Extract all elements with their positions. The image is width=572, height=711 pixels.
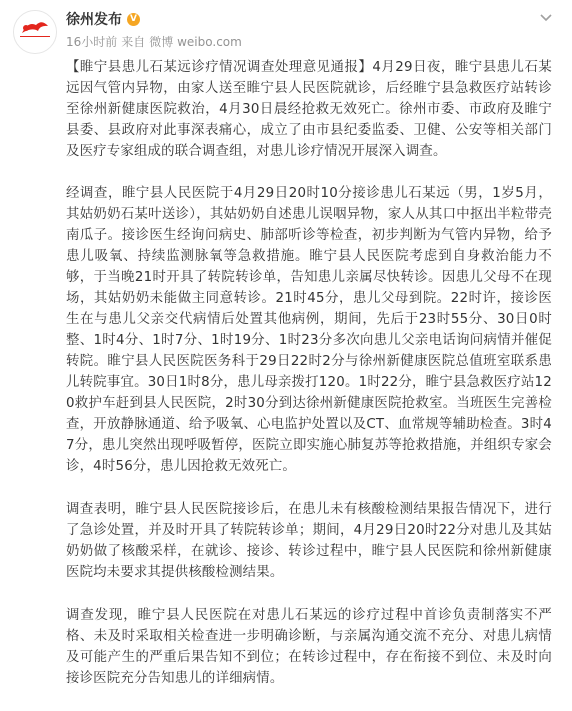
author-row [66, 9, 140, 29]
post-paragraph: 调查表明，睢宁县人民医院接诊后，在患儿未有核酸检测结果报告情况下，进行了急诊处置，并及时开具了转院转诊单；期间，4月29日20时22分对患儿及其姑奶奶做了核酸采样，在就诊、接诊、转诊过程中，睢宁县人民医院和徐州新健康医院均未要求其提供核酸检测结果。 [66, 502, 552, 580]
post-body [66, 57, 552, 711]
post-meta [66, 33, 242, 50]
xuzhou-fabu-logo [14, 11, 56, 53]
post-header [0, 0, 572, 56]
chevron-down-icon[interactable] [538, 10, 554, 26]
post-time[interactable]: 16小时前 [66, 35, 118, 49]
source-prefix: 来自 [121, 35, 146, 49]
post-paragraph: 经调查，睢宁县人民医院于4月29日20时10分接诊患儿石某远（男，1岁5月，其姑奶奶石某叶送诊），其姑奶奶自述患儿误咽异物，家人从其口中抠出半粒带壳南瓜子。接诊医生经询问病史、肺部听诊等检查，初步判断为气管内异物，给予患儿吸氧、持续监测脉氧等急救措施。睢宁县人民医院考虑到自身救治能力不够，于当晚21时开具了转院转诊单，告知患儿亲属尽快转诊。因患儿父母不在现场，其姑奶奶未能做主同意转诊。21时45分，患儿父母到院。22时许，接诊医生在与患儿父亲交代病情后处置其他病例，期间，先后于23时55分、30日0时整、1时4分、1时7分、1时19分、1时23分多次向患儿父亲电话询问病情并催促转院。睢宁县人民医院医务科于29日22时2分与徐州新健康医院总值班室联系患儿转院事宜。30日1时8分，患儿母亲拨打120。1时22分，睢宁县急救医疗站120救护车赶到县人民医院，2时30分到达徐州新健康医院抢救室。当班医生完善检查，开放静脉通道、给予吸氧、心电监护处置以及CT、血常规等辅助检查。3时47分，患儿突然出现呼吸暂停，医院立即实施心肺复苏等抢救措施，并组织专家会诊，4时56分，患儿因抢救无效死亡。 [66, 186, 552, 474]
post-paragraph: 【睢宁县患儿石某远诊疗情况调查处理意见通报】4月29日夜，睢宁县患儿石某远因气管内异物，由家人送至睢宁县人民医院就诊，后经睢宁县急救医疗站转诊至徐州新健康医院救治，4月30日晨经抢救无效死亡。徐州市委、市政府及睢宁县委、县政府对此事深表痛心，成立了由市县纪委监委、卫健、公安等相关部门及医疗专家组成的联合调查组，对患儿诊疗情况开展深入调查。 [66, 60, 552, 159]
post-source: 微博 weibo.com [149, 35, 242, 49]
verified-badge-icon: V [127, 13, 140, 26]
post-paragraph: 调查发现，睢宁县人民医院在对患儿石某远的诊疗过程中首诊负责制落实不严格、未及时采取相关检查进一步明确诊断，与亲属沟通交流不充分、对患儿病情及可能产生的严重后果告知不到位；在转诊过程中，存在衔接不到位、未及时向接诊医院充分告知患儿的详细病情。 [66, 608, 552, 686]
avatar[interactable] [13, 10, 57, 54]
author-name[interactable]: 徐州发布 [66, 12, 122, 28]
